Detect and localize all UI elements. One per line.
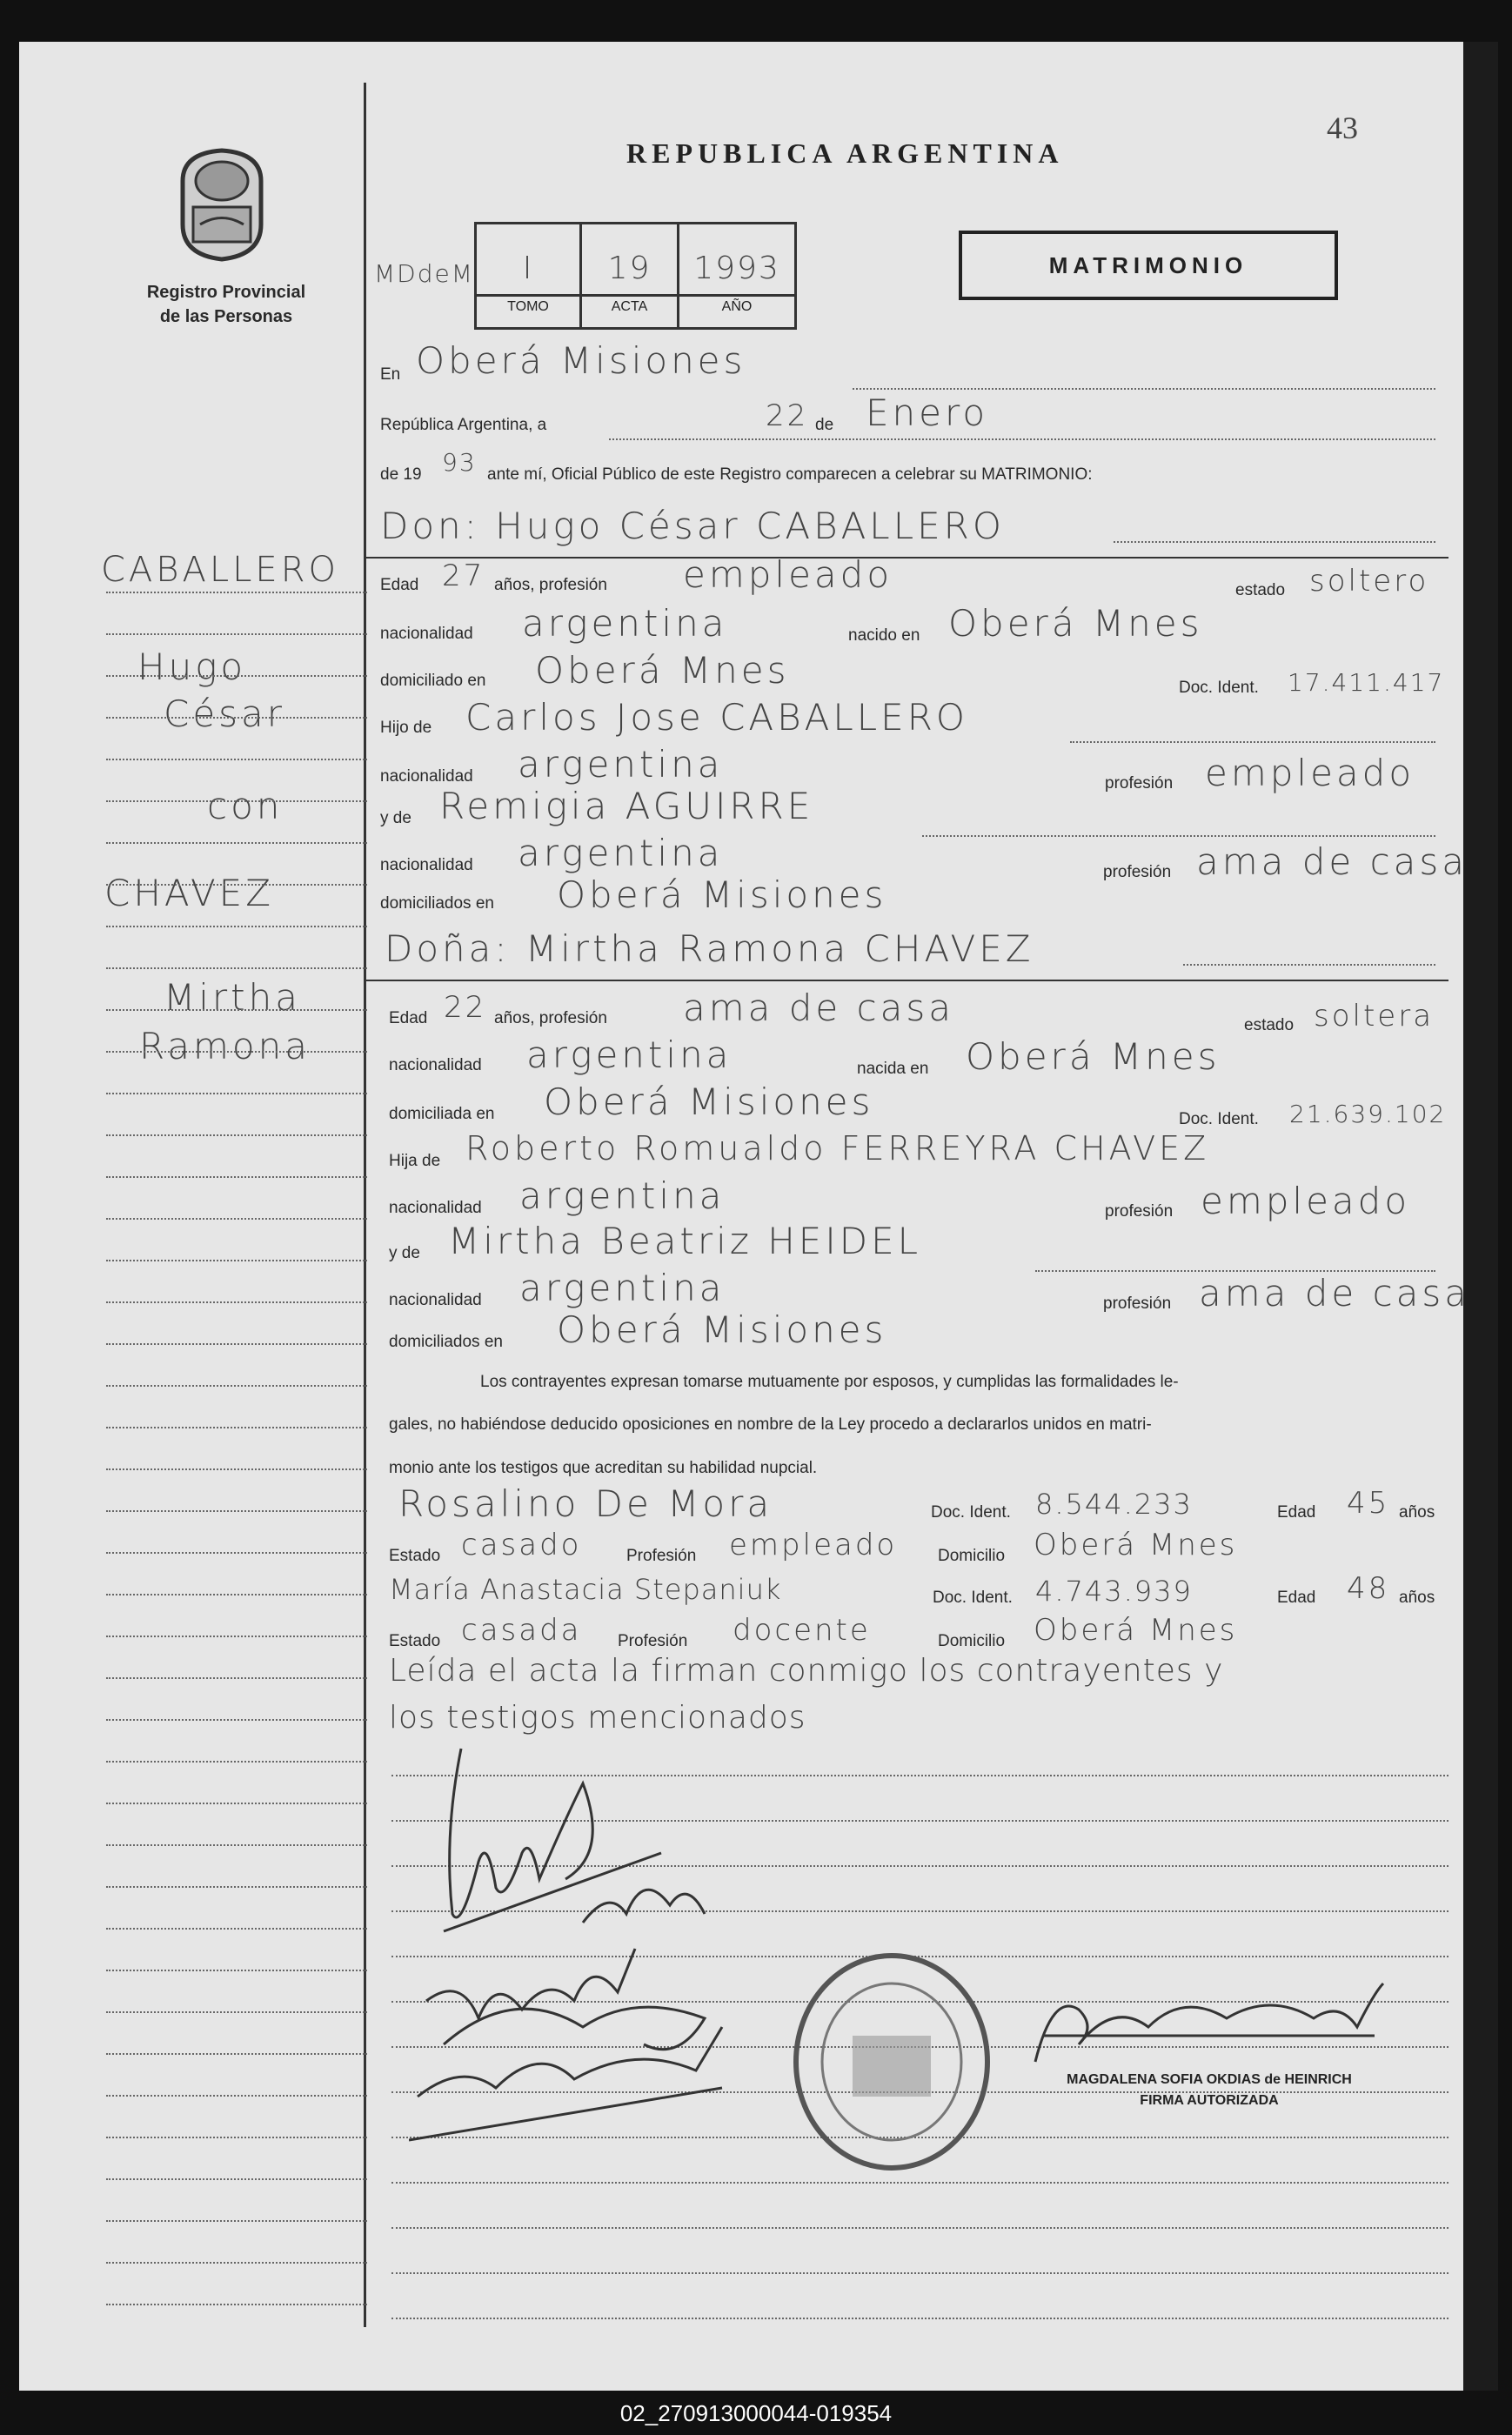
margin-given1b: César bbox=[164, 692, 286, 735]
groom-divider bbox=[365, 557, 1448, 559]
en-label: En bbox=[380, 365, 401, 384]
closing-line1: Leída el acta la firman conmigo los contrayentes y bbox=[389, 1653, 1224, 1689]
margin-line bbox=[106, 1176, 367, 1178]
official-name: MAGDALENA SOFIA OKDIAS de HEINRICH bbox=[1067, 2072, 1352, 2087]
witness2-edad: 48 bbox=[1347, 1571, 1390, 1606]
bride-madre-prof: ama de casa bbox=[1199, 1272, 1471, 1314]
witness1-doc: 8.544.233 bbox=[1035, 1488, 1193, 1521]
margin-line bbox=[106, 800, 367, 802]
margin-line bbox=[106, 1468, 367, 1470]
witness2-doc: 4.743.939 bbox=[1035, 1575, 1193, 1608]
witness1-domicilio: Oberá Mnes bbox=[1034, 1528, 1238, 1562]
bride-madre-nac: argentina bbox=[519, 1267, 726, 1309]
margin-line bbox=[106, 842, 367, 844]
margin-line bbox=[106, 1260, 367, 1261]
margin-line bbox=[106, 1636, 367, 1637]
de-label: de bbox=[815, 416, 834, 434]
witness1-edad-label: Edad bbox=[1277, 1503, 1316, 1522]
witness1-estado: casado bbox=[461, 1528, 582, 1562]
groom-padre-prof: empleado bbox=[1205, 752, 1415, 794]
page-number: 43 bbox=[1327, 110, 1358, 145]
margin-line bbox=[106, 633, 367, 635]
margin-line bbox=[106, 1886, 367, 1888]
bride-doc: 21.639.102 bbox=[1289, 1100, 1447, 1128]
groom-nacido: Oberá Mnes bbox=[948, 602, 1203, 645]
margin-line bbox=[106, 1677, 367, 1679]
witness2-dom-label: Domicilio bbox=[938, 1632, 1006, 1650]
bride-edad-label: Edad bbox=[389, 1009, 428, 1027]
bride-madre-nac-label: nacionalidad bbox=[389, 1291, 482, 1309]
closing-line2: los testigos mencionados bbox=[389, 1700, 806, 1736]
groom-doc: 17.411.417 bbox=[1288, 668, 1445, 697]
groom-doms-label: domiciliados en bbox=[380, 894, 494, 913]
margin-line bbox=[106, 1051, 367, 1053]
witness1-estado-label: Estado bbox=[389, 1547, 441, 1565]
bride-padre-nac-label: nacionalidad bbox=[389, 1199, 482, 1217]
bride-estado-label: estado bbox=[1244, 1016, 1295, 1034]
witness2-prof-label: Profesión bbox=[618, 1632, 688, 1650]
registry-emblem bbox=[174, 146, 270, 264]
acta-label: ACTA bbox=[611, 299, 648, 314]
margin-con: con bbox=[207, 785, 284, 827]
place: Oberá Misiones bbox=[416, 339, 746, 382]
margin-given1a: Hugo bbox=[137, 646, 247, 688]
bride-doms-label: domiciliados en bbox=[389, 1333, 503, 1351]
acta-value: 19 bbox=[607, 251, 652, 286]
margin-surname1: CABALLERO bbox=[101, 550, 339, 590]
bride-profesion: ama de casa bbox=[683, 987, 955, 1029]
margin-line bbox=[106, 1844, 367, 1846]
margin-given2a: Mirtha bbox=[164, 976, 301, 1019]
bride-hija-label: Hija de bbox=[389, 1152, 441, 1170]
intro-text: ante mí, Oficial Público de este Registro comparecen a celebrar su MATRIMONIO: bbox=[487, 465, 1093, 484]
groom-padre-prof-label: profesión bbox=[1105, 774, 1174, 793]
witness1-doc-label: Doc. Ident. bbox=[931, 1503, 1011, 1522]
margin-line bbox=[106, 1552, 367, 1554]
margin-line bbox=[106, 1970, 367, 1971]
year-prefix: de 19 bbox=[380, 465, 422, 484]
official-title: FIRMA AUTORIZADA bbox=[1140, 2093, 1279, 2108]
groom-madre-nac-label: nacionalidad bbox=[380, 856, 473, 874]
declaration-line3: monio ante los testigos que acreditan su habilidad nupcial. bbox=[389, 1459, 818, 1477]
witness2-estado-label: Estado bbox=[389, 1632, 441, 1650]
groom-nacionalidad: argentina bbox=[522, 602, 728, 645]
margin-line bbox=[106, 759, 367, 760]
witness1-name: Rosalino De Mora bbox=[398, 1482, 773, 1525]
margin-line bbox=[106, 2011, 367, 2013]
groom-hijo-label: Hijo de bbox=[380, 719, 432, 737]
groom-name: Don: Hugo César CABALLERO bbox=[380, 505, 1005, 547]
witness1-prof-label: Profesión bbox=[626, 1547, 697, 1565]
margin-line bbox=[106, 717, 367, 719]
margin-line bbox=[106, 2053, 367, 2055]
margin-line bbox=[106, 1134, 367, 1136]
groom-prof-label: años, profesión bbox=[494, 576, 607, 594]
bride-yde-label: y de bbox=[389, 1244, 420, 1262]
margin-line bbox=[106, 2220, 367, 2222]
year-suffix: 93 bbox=[442, 448, 477, 477]
act-type: MATRIMONIO bbox=[1048, 252, 1248, 278]
bride-padre-prof-label: profesión bbox=[1105, 1202, 1174, 1221]
body-line bbox=[391, 2227, 1448, 2229]
margin-line bbox=[106, 1009, 367, 1011]
margin-line bbox=[106, 1803, 367, 1804]
registry-name: Registro Provincial de las Personas bbox=[146, 283, 306, 326]
bride-estado: soltera bbox=[1314, 999, 1435, 1034]
official-stamp bbox=[787, 1949, 996, 2175]
official-signature bbox=[1027, 1975, 1392, 2079]
groom-nacido-label: nacido en bbox=[848, 626, 920, 645]
republic-label: República Argentina, a bbox=[380, 416, 547, 434]
margin-line bbox=[106, 926, 367, 927]
margin-line bbox=[106, 967, 367, 969]
witness1-dom-label: Domicilio bbox=[938, 1547, 1006, 1565]
tomo-label: TOMO bbox=[507, 299, 549, 314]
record-box bbox=[474, 222, 797, 330]
margin-line bbox=[106, 1427, 367, 1428]
bride-madre-prof-label: profesión bbox=[1103, 1294, 1172, 1313]
witness1-profesion: empleado bbox=[729, 1528, 898, 1562]
bride-nacionalidad: argentina bbox=[526, 1034, 733, 1076]
ano-value: 1993 bbox=[693, 251, 780, 286]
margin-line bbox=[106, 2262, 367, 2264]
margin-line bbox=[106, 1301, 367, 1303]
body-line bbox=[391, 2318, 1448, 2319]
groom-madre-prof: ama de casa bbox=[1196, 840, 1469, 883]
groom-padre: Carlos Jose CABALLERO bbox=[465, 696, 968, 739]
groom-doc-label: Doc. Ident. bbox=[1179, 679, 1259, 697]
margin-line bbox=[106, 1093, 367, 1094]
margin-line bbox=[106, 1761, 367, 1763]
declaration-line1: Los contrayentes expresan tomarse mutuamente por esposos, y cumplidas las formalidades le- bbox=[480, 1373, 1179, 1391]
witness2-domicilio: Oberá Mnes bbox=[1034, 1613, 1238, 1648]
bride-dom-label: domiciliada en bbox=[389, 1105, 495, 1123]
groom-madre-prof-label: profesión bbox=[1103, 863, 1172, 881]
bride-padre-prof: empleado bbox=[1201, 1180, 1411, 1222]
margin-line bbox=[106, 2095, 367, 2097]
margin-line bbox=[106, 1385, 367, 1387]
groom-madre: Remigia AGUIRRE bbox=[439, 785, 814, 827]
bride-doc-label: Doc. Ident. bbox=[1179, 1110, 1259, 1128]
witness2-doc-label: Doc. Ident. bbox=[933, 1589, 1013, 1607]
groom-estado: soltero bbox=[1309, 564, 1429, 599]
bride-name: Doña: Mirtha Ramona CHAVEZ bbox=[385, 927, 1034, 970]
day: 22 bbox=[766, 398, 809, 433]
groom-estado-label: estado bbox=[1235, 581, 1286, 599]
declaration-line2: gales, no habiéndose deducido oposiciones en nombre de la Ley procedo a declararlos unidos en matri- bbox=[389, 1415, 1152, 1434]
groom-padre-nac: argentina bbox=[518, 743, 724, 786]
bride-divider bbox=[365, 980, 1448, 981]
groom-edad-label: Edad bbox=[380, 576, 419, 594]
margin-line bbox=[106, 1343, 367, 1345]
margin-line bbox=[106, 1719, 367, 1721]
column-divider bbox=[364, 83, 366, 2327]
bride-nacido: Oberá Mnes bbox=[966, 1035, 1221, 1078]
image-id-footer: 02_270913000044-019354 bbox=[0, 2392, 1512, 2435]
margin-line bbox=[106, 1218, 367, 1220]
witness2-profesion: docente bbox=[733, 1613, 871, 1648]
witness2-estado: casada bbox=[461, 1613, 582, 1648]
margin-line bbox=[106, 2304, 367, 2305]
groom-nac-label: nacionalidad bbox=[380, 625, 473, 643]
margin-surname2: CHAVEZ bbox=[104, 872, 274, 914]
bride-padre-nac: argentina bbox=[519, 1174, 726, 1217]
month: Enero bbox=[866, 391, 989, 434]
bride-madre: Mirtha Beatriz HEIDEL bbox=[448, 1220, 922, 1262]
tomo-value: I bbox=[522, 251, 534, 286]
bride-domicilio: Oberá Misiones bbox=[544, 1080, 874, 1123]
groom-yde-label: y de bbox=[380, 809, 411, 827]
margin-line bbox=[106, 592, 367, 593]
margin-line bbox=[106, 1928, 367, 1930]
bride-padre: Roberto Romualdo FERREYRA CHAVEZ bbox=[465, 1129, 1210, 1167]
bride-nac-label: nacionalidad bbox=[389, 1056, 482, 1074]
act-type-box bbox=[959, 231, 1338, 300]
bride-padres-dom: Oberá Misiones bbox=[557, 1308, 887, 1351]
margin-line bbox=[106, 884, 367, 886]
country-title: REPUBLICA ARGENTINA bbox=[626, 137, 1064, 169]
bride-nacido-label: nacida en bbox=[857, 1060, 929, 1078]
groom-padre-nac-label: nacionalidad bbox=[380, 767, 473, 786]
witness1-anos-label: años bbox=[1399, 1503, 1435, 1522]
bride-prof-label: años, profesión bbox=[494, 1009, 607, 1027]
groom-dom-label: domiciliado en bbox=[380, 672, 486, 690]
margin-line bbox=[106, 1594, 367, 1595]
groom-profesion: empleado bbox=[683, 553, 893, 596]
witness2-anos-label: años bbox=[1399, 1589, 1435, 1607]
groom-madre-nac: argentina bbox=[518, 832, 724, 874]
witness2-edad-label: Edad bbox=[1277, 1589, 1316, 1607]
margin-line bbox=[106, 1510, 367, 1512]
groom-edad: 27 bbox=[442, 559, 485, 593]
witness2-name: María Anastacia Stepaniuk bbox=[389, 1573, 782, 1606]
witness1-edad: 45 bbox=[1347, 1486, 1390, 1521]
margin-line bbox=[106, 675, 367, 677]
groom-padres-dom: Oberá Misiones bbox=[557, 873, 887, 916]
groom-domicilio: Oberá Mnes bbox=[535, 649, 790, 692]
margin-line bbox=[106, 2178, 367, 2180]
record-prefix: MDdeM bbox=[374, 259, 474, 288]
body-line bbox=[391, 2272, 1448, 2274]
margin-given2b: Ramona bbox=[139, 1025, 311, 1067]
margin-line bbox=[106, 2137, 367, 2138]
ano-label: AÑO bbox=[721, 299, 753, 314]
bride-edad: 22 bbox=[444, 990, 487, 1025]
